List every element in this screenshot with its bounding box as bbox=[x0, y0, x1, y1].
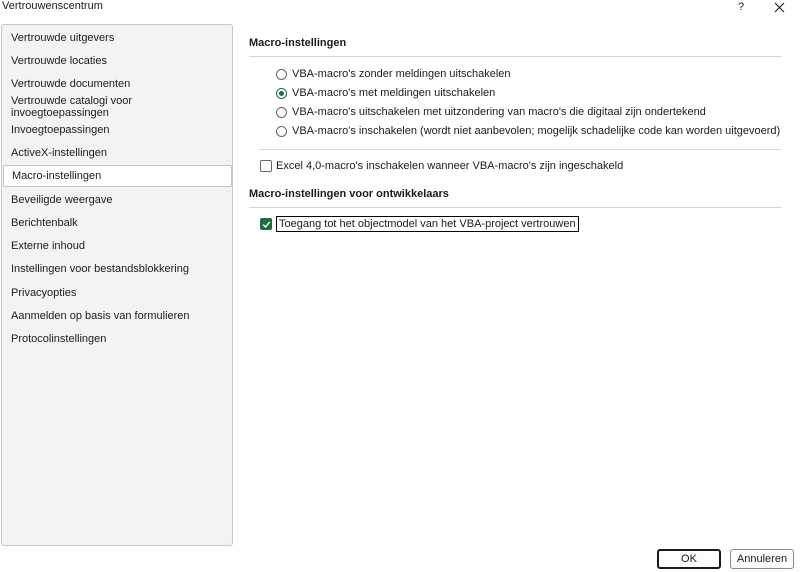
trust-vba-checkbox[interactable] bbox=[260, 218, 272, 230]
title-bar bbox=[0, 0, 800, 16]
ok-button[interactable]: OK bbox=[657, 549, 721, 569]
divider bbox=[249, 56, 781, 57]
sidebar-item-privacyopties[interactable]: Privacyopties bbox=[11, 287, 77, 299]
sidebar-item-vertrouwde-locaties[interactable]: Vertrouwde locaties bbox=[11, 55, 107, 67]
cancel-button[interactable]: Annuleren bbox=[730, 549, 794, 569]
radio-label: VBA-macro's met meldingen uitschakelen bbox=[292, 87, 496, 99]
checkbox-label: Toegang tot het objectmodel van het VBA-project vertrouwen bbox=[276, 216, 579, 232]
sidebar-item-vertrouwde-uitgevers[interactable]: Vertrouwde uitgevers bbox=[11, 32, 115, 44]
radio-button[interactable] bbox=[276, 107, 287, 118]
close-icon bbox=[774, 2, 785, 13]
excel4-macros-checkbox-row[interactable] bbox=[260, 158, 623, 174]
excel4-macros-checkbox[interactable] bbox=[260, 160, 272, 172]
radio-enable-all[interactable] bbox=[276, 123, 780, 139]
radio-button[interactable] bbox=[276, 69, 287, 80]
radio-button-selected[interactable] bbox=[276, 88, 287, 99]
close-button[interactable] bbox=[768, 0, 790, 14]
radio-label: VBA-macro's uitschakelen met uitzondering van macro's die digitaal zijn ondertekend bbox=[292, 106, 706, 118]
sidebar-item-aanmelden-formulieren[interactable]: Aanmelden op basis van formulieren bbox=[11, 310, 190, 322]
sidebar-nav bbox=[1, 24, 233, 546]
window-title: Vertrouwenscentrum bbox=[2, 0, 103, 12]
sidebar-item-macro-instellingen[interactable]: Macro-instellingen bbox=[3, 165, 232, 187]
radio-disable-without-notification[interactable] bbox=[276, 66, 511, 82]
radio-disable-except-signed[interactable] bbox=[276, 104, 706, 120]
sidebar-item-bestandsblokkering[interactable]: Instellingen voor bestandsblokkering bbox=[11, 263, 189, 275]
sidebar-item-vertrouwde-documenten[interactable]: Vertrouwde documenten bbox=[11, 78, 131, 90]
macro-settings-heading: Macro-instellingen bbox=[249, 37, 347, 49]
sidebar-item-externe-inhoud[interactable]: Externe inhoud bbox=[11, 240, 85, 252]
checkbox-label: Excel 4,0-macro's inschakelen wanneer VBA-macro's zijn ingeschakeld bbox=[276, 160, 624, 172]
divider bbox=[259, 149, 781, 150]
checkmark-icon bbox=[262, 220, 271, 229]
sidebar-item-berichtenbalk[interactable]: Berichtenbalk bbox=[11, 217, 78, 229]
sidebar-item-vertrouwde-catalogi[interactable]: Vertrouwde catalogi voor invoegtoepassingen bbox=[11, 95, 133, 119]
radio-button[interactable] bbox=[276, 126, 287, 137]
divider bbox=[249, 207, 781, 208]
sidebar-item-protocolinstellingen[interactable]: Protocolinstellingen bbox=[11, 333, 107, 345]
help-button[interactable]: ? bbox=[737, 1, 745, 13]
sidebar-item-beveiligde-weergave[interactable]: Beveiligde weergave bbox=[11, 194, 113, 206]
sidebar-item-invoegtoepassingen[interactable]: Invoegtoepassingen bbox=[11, 124, 110, 136]
radio-disable-with-notification[interactable] bbox=[276, 85, 495, 101]
radio-label: VBA-macro's zonder meldingen uitschakelen bbox=[292, 68, 511, 80]
sidebar-item-activex-instellingen[interactable]: ActiveX-instellingen bbox=[11, 147, 107, 159]
radio-label: VBA-macro's inschakelen (wordt niet aanbevolen; mogelijk schadelijke code kan worden uitgevoerd) bbox=[292, 125, 781, 137]
developer-settings-heading: Macro-instellingen voor ontwikkelaars bbox=[249, 188, 449, 200]
trust-vba-checkbox-row[interactable] bbox=[260, 216, 579, 232]
